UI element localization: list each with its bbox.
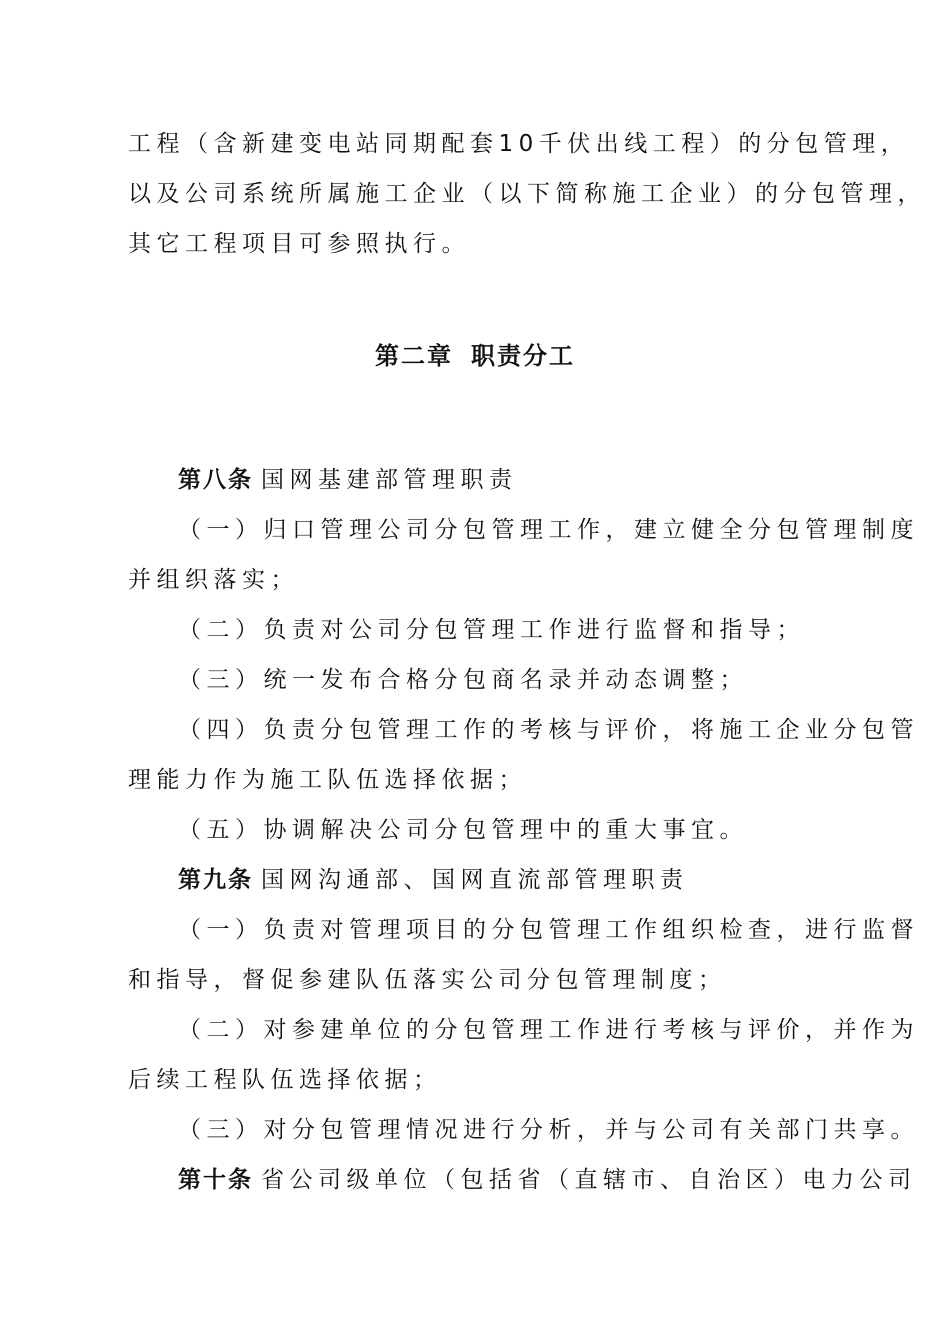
chapter-heading [0,336,950,376]
article-8-item-4-line-1: （四）负责分包管理工作的考核与评价，将施工企业分包管 [178,717,919,743]
article-10-heading [178,1160,917,1200]
article-9-item-3: （三）对分包管理情况进行分析，并与公司有关部门共享。 [178,1117,919,1143]
article-8-item-4-line-2: 理能力作为施工队伍选择依据； [128,767,527,793]
article-9-item-2-line-1: （二）对参建单位的分包管理工作进行考核与评价，并作为 [178,1017,919,1043]
article-8-label: 第八条 [178,467,253,493]
article-10-title: 省公司级单位（包括省（直辖市、自治区）电力公司 [261,1167,917,1193]
article-8-heading [178,460,850,500]
article-9-label: 第九条 [178,867,253,893]
chapter-number: 第二章 [375,342,453,370]
chapter-title: 职责分工 [471,342,575,370]
article-8-item-5: （五）协调解决公司分包管理中的重大事宜。 [178,817,748,843]
intro-line-1: 工程（含新建变电站同期配套10千伏出线工程）的分包管理， [128,131,910,157]
article-9-item-1-line-1: （一）负责对管理项目的分包管理工作组织检查，进行监督 [178,917,919,943]
article-9-item-1-line-2: 和指导，督促参建队伍落实公司分包管理制度； [128,967,727,993]
article-8-item-2: （二）负责对公司分包管理工作进行监督和指导； [178,617,805,643]
intro-line-3: 其它工程项目可参照执行。 [128,231,470,257]
article-9-item-2-line-2: 后续工程队伍选择依据； [128,1067,442,1093]
article-9-title: 国网沟通部、国网直流部管理职责 [261,867,689,893]
article-8-item-1-line-2: 并组织落实； [128,567,299,593]
article-8-item-3: （三）统一发布合格分包商名录并动态调整； [178,667,748,693]
article-10-label: 第十条 [178,1167,253,1193]
article-8-item-1-line-1: （一）归口管理公司分包管理工作，建立健全分包管理制度 [178,517,919,543]
article-9-heading [178,860,850,900]
intro-line-2: 以及公司系统所属施工企业（以下简称施工企业）的分包管理， [128,181,926,207]
article-8-title: 国网基建部管理职责 [261,467,518,493]
